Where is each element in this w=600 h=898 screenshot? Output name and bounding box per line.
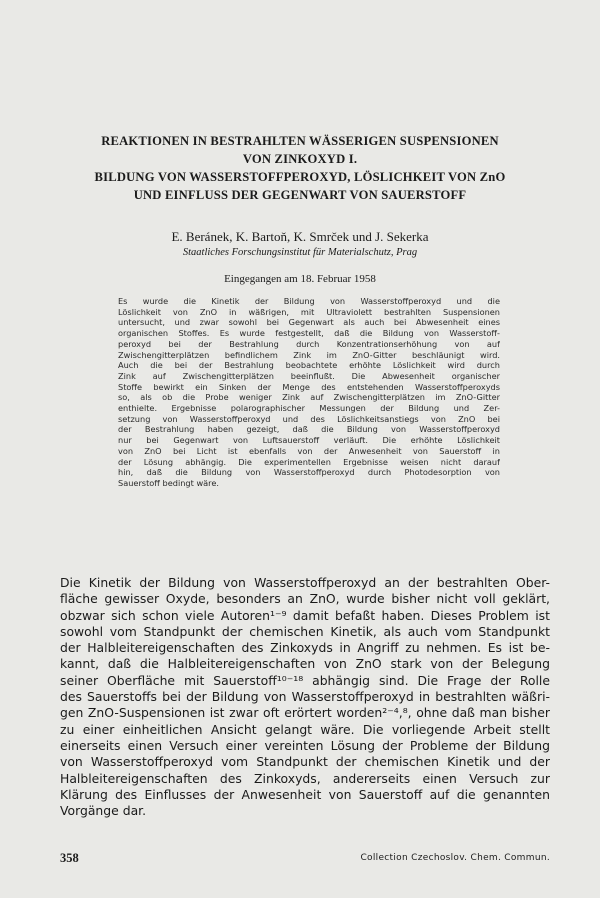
abstract-line: der Lösung abhängig. Die experimentellen Ergebnisse weisen nicht darauf — [118, 456, 500, 467]
author-institution: Staatliches Forschungsinstitut für Materialschutz, Prag — [182, 247, 418, 258]
title-line: UND EINFLUSS DER GEGENWART VON SAUERSTOFF — [133, 188, 467, 202]
abstract-line: hin, daß die Bildung von Wasserstoffperoxyd durch Photodesorption von — [118, 467, 500, 478]
title-line: VON ZINKOXYD I. — [242, 152, 358, 166]
article-title — [60, 132, 540, 204]
abstract-line: Zwischengitterplätzen befindlichem Zink im ZnO-Gitter beschläunigt wird. — [118, 349, 500, 360]
title-line: REAKTIONEN IN BESTRAHLTEN WÄSSERIGEN SUSPENSIONEN — [101, 134, 499, 148]
abstract-line: enthielte. Ergebnisse polarographischer Messungen der Bildung und Zer- — [118, 403, 500, 414]
abstract-line: organischen Stoffes. Es wurde festgestellt, daß die Bildung von Wasserstoff- — [118, 328, 500, 339]
abstract-line: untersucht, und zwar sowohl bei Gegenwart als auch bei Abwesenheit eines — [118, 317, 500, 328]
body-line: des Sauerstoffs bei der Bildung von Wasserstoffperoxyd in bestrahlten wäßri- — [60, 689, 550, 705]
body-line: zu einer einheitlichen Ansicht gelangt wäre. Die vorliegende Arbeit stellt — [60, 721, 550, 737]
abstract-line: Löslichkeit von ZnO in wäßrigen, mit Ultraviolett bestrahlten Suspensionen — [118, 306, 500, 317]
body-line: von Wasserstoffperoxyd vom Standpunkt der chemischen Kinetik und der — [60, 754, 550, 770]
author-list: E. Beránek, K. Bartoň, K. Smrček und J. Sekerka — [171, 229, 429, 244]
abstract-line: von ZnO bei Licht ist ebenfalls von der Anwesenheit von Sauerstoff in — [118, 445, 500, 456]
abstract-line: so, als ob die Probe weniger Zink auf Zwischengitterplätzen im ZnO-Gitter — [118, 392, 500, 403]
abstract-line: Auch die bei der Bestrahlung beobachtete erhöhte Löslichkeit wird durch — [118, 360, 500, 371]
journal-name: Collection Czechoslov. Chem. Commun. — [360, 853, 550, 863]
abstract-line: Zink auf Zwischengitterplätzen beeinflußt. Die Abwesenheit organischer — [118, 370, 500, 381]
abstract-line: Stoffe bewirkt ein Sinken der Menge des entstehenden Wasserstoffperoxyds — [118, 381, 500, 392]
abstract-line: der Bestrahlung haben gezeigt, daß die Bildung von Wasserstoffperoxyd — [118, 424, 500, 435]
body-line: gen ZnO-Suspensionen ist zwar oft erörtert worden²⁻⁴,⁸, ohne daß man bisher — [60, 705, 550, 721]
body-line: Die Kinetik der Bildung von Wasserstoffperoxyd an der bestrahlten Ober- — [60, 575, 550, 590]
body-line: seiner Oberfläche mit Sauerstoff¹⁰⁻¹⁸ abhängig sind. Die Frage der Rolle — [60, 672, 550, 688]
abstract-line: nur bei Gegenwart von Luftsauerstoff verläuft. Die erhöhte Löslichkeit — [118, 435, 500, 446]
abstract-line: peroxyd bei der Bestrahlung durch Konzentrationserhöhung von auf — [118, 338, 500, 349]
abstract-line: setzung von Wasserstoffperoxyd und des Löslichkeitsanstiegs von ZnO bei — [118, 413, 500, 424]
body-line: fläche gewisser Oxyde, besonders an ZnO, wurde bisher nicht voll geklärt, — [60, 591, 550, 607]
abstract-line: Sauerstoff bedingt wäre. — [118, 477, 219, 488]
body-line: obzwar sich schon viele Autoren¹⁻⁹ damit befaßt haben. Dieses Problem ist — [60, 607, 550, 623]
body-text — [60, 575, 550, 819]
abstract — [118, 296, 500, 489]
body-line: kannt, daß die Halbleitereigenschaften von ZnO stark von der Belegung — [60, 656, 550, 672]
body-line: einerseits einen Versuch einer vereinten Lösung der Probleme der Bildung — [60, 737, 550, 753]
body-line: sowohl vom Standpunkt der chemischen Kinetik, als auch vom Standpunkt — [60, 623, 550, 639]
body-line: Vorgänge dar. — [60, 803, 147, 819]
received-date: Eingegangen am 18. Februar 1958 — [224, 273, 376, 285]
page-number: 358 — [60, 851, 79, 865]
abstract-line: Es wurde die Kinetik der Bildung von Wasserstoffperoxyd und die — [118, 296, 500, 306]
body-line: Halbleitereigenschaften des Zinkoxyds, andererseits einen Versuch zur — [60, 770, 550, 786]
body-line: Klärung des Einflusses der Anwesenheit von Sauerstoff auf die genannten — [60, 786, 550, 802]
title-line: BILDUNG VON WASSERSTOFFPEROXYD, LÖSLICHKEIT VON ZnO — [94, 170, 506, 184]
body-line: der Halbleitereigenschaften des Zinkoxyds in Angriff zu nehmen. Es ist be- — [60, 640, 550, 656]
